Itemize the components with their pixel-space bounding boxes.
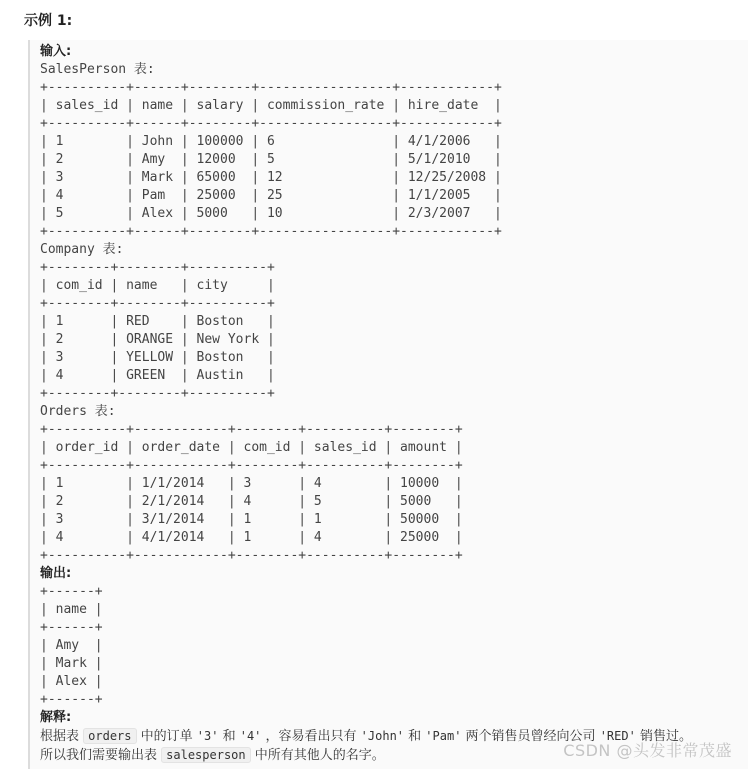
explanation-text: ，容易看出只有 [261,729,361,744]
explanation-text: 所以我们需要输出表 [40,748,162,763]
csdn-watermark: CSDN @头发非常茂盛 [563,741,732,760]
table-row: | Alex | [40,674,103,689]
table-border: +----------+------------+--------+----------+--------+ [40,422,463,437]
table-border: +----------+------+--------+-----------------+------------+ [40,116,502,131]
table-row: | 1 | John | 100000 | 6 | 4/1/2006 | [40,134,502,149]
table-border: +--------+--------+----------+ [40,296,275,311]
inline-code-salesperson: salesperson [161,747,250,763]
table-row: | Mark | [40,656,103,671]
table-row: | 5 | Alex | 5000 | 10 | 2/3/2007 | [40,206,502,221]
table-row: | 4 | GREEN | Austin | [40,368,275,383]
table-row: | 3 | Mark | 65000 | 12 | 12/25/2008 | [40,170,502,185]
table-row: | 2 | ORANGE | New York | [40,332,275,347]
table-header: | order_id | order_date | com_id | sales_id | amount | [40,440,463,455]
salesperson-caption: SalesPerson 表: [40,62,155,77]
salesperson-table [40,79,502,241]
quoted-value: '4' [239,729,262,743]
table-row: | 4 | 4/1/2014 | 1 | 4 | 25000 | [40,530,463,545]
orders-table [40,421,463,565]
table-header: | com_id | name | city | [40,278,275,293]
company-table [40,259,275,403]
explanation-text: 和 [404,729,426,744]
table-border: +------+ [40,620,103,635]
table-header: | name | [40,602,103,617]
table-row: | 2 | Amy | 12000 | 5 | 5/1/2010 | [40,152,502,167]
table-border: +----------+------+--------+-----------------+------------+ [40,80,502,95]
table-row: | Amy | [40,638,103,653]
table-border: +------+ [40,584,103,599]
explanation-text: 中所有其他人的名字。 [250,748,385,763]
table-row: | 2 | 2/1/2014 | 4 | 5 | 5000 | [40,494,463,509]
quoted-value: 'John' [360,729,405,743]
explanation-text: 销售过。 [635,729,692,744]
inline-code-orders: orders [83,728,136,744]
table-row: | 1 | 1/1/2014 | 3 | 4 | 10000 | [40,476,463,491]
explanation-text: 根据表 [40,729,84,744]
table-border: +----------+------------+--------+----------+--------+ [40,458,463,473]
input-label: 输入: [40,44,72,59]
table-header: | sales_id | name | salary | commission_rate | hire_date | [40,98,502,113]
explanation-text: 两个销售员曾经向公司 [461,729,600,744]
table-row: | 4 | Pam | 25000 | 25 | 1/1/2005 | [40,188,502,203]
quoted-value: 'RED' [599,729,636,743]
table-border: +----------+------+--------+-----------------+------------+ [40,224,502,239]
company-caption: Company 表: [40,242,124,257]
table-border: +------+ [40,692,103,707]
table-border: +--------+--------+----------+ [40,386,275,401]
table-row: | 1 | RED | Boston | [40,314,275,329]
quoted-value: '3' [196,729,219,743]
explanation-line-2 [40,746,385,765]
example-heading: 示例 1: [24,13,73,29]
explanation-label: 解释: [40,710,72,725]
orders-caption: Orders 表: [40,404,116,419]
output-table [40,583,103,709]
quoted-value: 'Pam' [425,729,462,743]
explanation-text: 和 [218,729,240,744]
output-label: 输出: [40,566,72,581]
table-border: +--------+--------+----------+ [40,260,275,275]
table-row: | 3 | YELLOW | Boston | [40,350,275,365]
explanation-text: 中的订单 [136,729,197,744]
table-border: +----------+------------+--------+----------+--------+ [40,548,463,563]
table-row: | 3 | 3/1/2014 | 1 | 1 | 50000 | [40,512,463,527]
